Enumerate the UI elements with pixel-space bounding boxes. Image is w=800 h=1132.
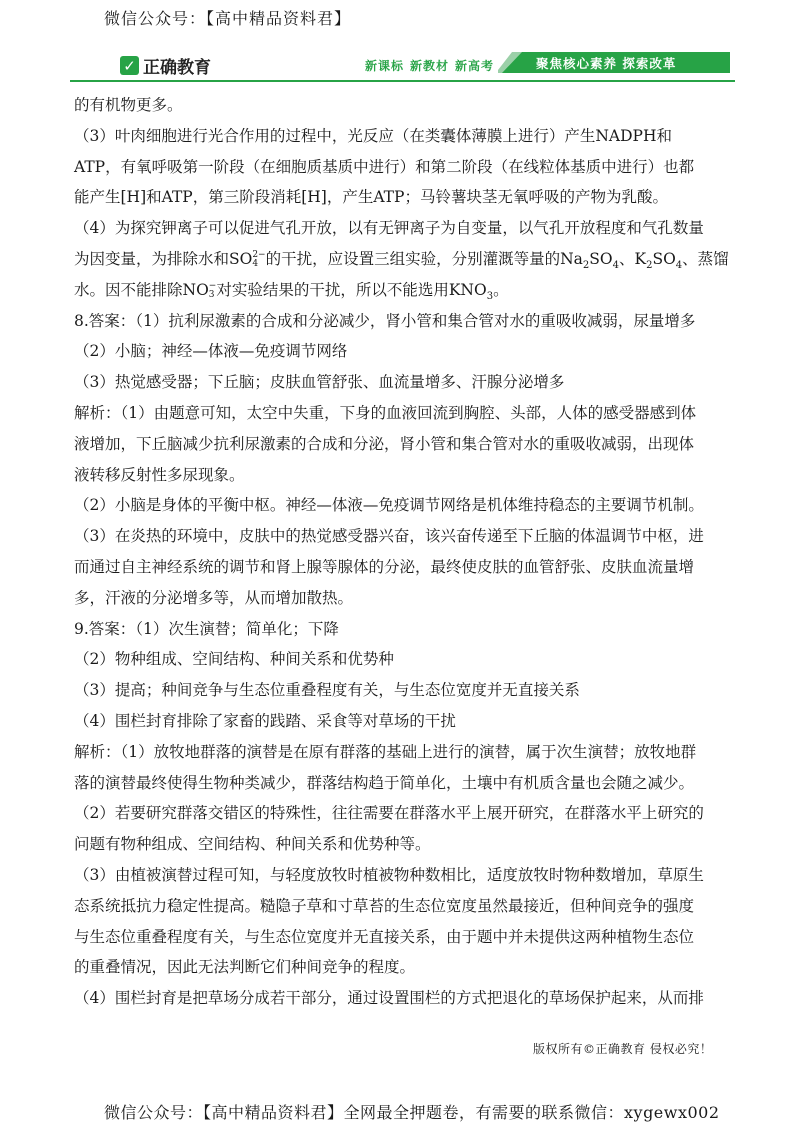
superscript: 2− [252, 249, 266, 260]
subscript: 4 [675, 260, 683, 272]
text-line: 落的演替最终使得生物种类减少，群落结构趋于简单化，土壤中有机质含量也会随之减少。 [74, 773, 695, 792]
ion-scripts [252, 251, 265, 269]
text-line: （2）物种组成、空间结构、种间关系和优势种 [74, 650, 394, 669]
text-line: （2）小脑是身体的平衡中枢。神经—体液—免疫调节网络是机体维持稳态的主要调节机制。 [74, 496, 704, 515]
header-divider [70, 80, 735, 82]
text-line: （3）由植被演替过程可知，与轻度放牧时植被物种数相比，适度放牧时物种数增加，草原生 [74, 865, 704, 884]
text-line: 而通过自主神经系统的调节和肾上腺等腺体的分泌，最终使皮肤的血管舒张、皮肤血流量增 [74, 557, 695, 576]
tag-item: 新教材 [410, 59, 450, 73]
text-run: 为因变量，为排除水和SO [74, 249, 253, 268]
text-line-formula [74, 244, 734, 275]
text-line: ATP，有氧呼吸第一阶段（在细胞质基质中进行）和第二阶段（在线粒体基质中进行）也都 [74, 157, 695, 176]
subscript: 3 [486, 290, 494, 302]
text-line: 液增加，下丘脑减少抗利尿激素的合成和分泌，肾小管和集合管对水的重吸收减弱，出现体 [74, 434, 695, 453]
text-run: 的干扰，应设置三组实验，分别灌溉等量的Na [265, 249, 583, 268]
subscript: 2 [582, 260, 590, 272]
text-line: 与生态位重叠程度有关，与生态位宽度并无直接关系，由于题中并未提供这两种植物生态位 [74, 927, 695, 946]
text-run: 、蒸馏 [682, 249, 729, 268]
answer-content [74, 90, 734, 1014]
text-line: （4）围栏封育是把草场分成若干部分，通过设置围栏的方式把退化的草场保护起来，从而排 [74, 989, 704, 1008]
text-run: 。 [493, 280, 509, 299]
text-line: （3）热觉感受器；下丘脑；皮肤血管舒张、血流量增多、汗腺分泌增多 [74, 373, 565, 392]
superscript: − [208, 280, 217, 291]
text-line: 解析：（1）由题意可知，太空中失重，下身的血液回流到胸腔、头部，人体的感受器感到体 [74, 403, 697, 422]
check-icon: ✓ [120, 56, 139, 75]
subscript: 4 [612, 260, 619, 272]
footer-wechat: 微信公众号：【高中精品资料君】全网最全押题卷，有需要的联系微信：xygewx002 [104, 1103, 720, 1122]
text-run: SO [652, 249, 676, 268]
banner-text: 聚焦核心素养 探索改革 [536, 56, 677, 71]
brand-bar [70, 50, 730, 78]
text-line: 多，汗液的分泌增多等，从而增加散热。 [74, 588, 354, 607]
text-line: 的重叠情况，因此无法判断它们种间竞争的程度。 [74, 958, 416, 977]
text-run: 、K [619, 249, 647, 268]
slogan-banner [498, 52, 730, 73]
text-line: （3）提高；种间竞争与生态位重叠程度有关，与生态位宽度并无直接关系 [74, 681, 580, 700]
text-run: 对实验结果的干扰，所以不能选用KNO [216, 280, 487, 299]
text-line: （2）小脑；神经—体液—免疫调节网络 [74, 342, 348, 361]
text-line: （2）若要研究群落交错区的特殊性，往往需要在群落水平上展开研究，在群落水平上研究的 [74, 804, 704, 823]
text-run: SO [589, 249, 613, 268]
text-line: 8.答案：（1）抗利尿激素的合成和分泌减少，肾小管和集合管对水的重吸收减弱，尿量增多 [74, 311, 696, 330]
logo [120, 53, 211, 78]
text-line: 液转移反射性多尿现象。 [74, 465, 245, 484]
text-line: 解析：（1）放牧地群落的演替是在原有群落的基础上进行的演替，属于次生演替；放牧地群 [74, 742, 697, 761]
subscript: 3 [208, 289, 215, 300]
logo-text: 正确教育 [143, 58, 211, 78]
text-line: （4）围栏封育排除了家畜的践踏、采食等对草场的干扰 [74, 711, 456, 730]
tagline [365, 57, 500, 74]
copyright-notice: 版权所有©正确教育 侵权必究！ [533, 1042, 713, 1056]
subscript: 4 [252, 258, 259, 269]
text-line: （3）在炎热的环境中，皮肤中的热觉感受器兴奋，该兴奋传递至下丘脑的体温调节中枢，进 [74, 527, 704, 546]
text-line: （3）叶肉细胞进行光合作用的过程中，光反应（在类囊体薄膜上进行）产生NADPH和 [74, 126, 672, 145]
text-line: （4）为探究钾离子可以促进气孔开放，以有无钾离子为自变量，以气孔开放程度和气孔数量 [74, 219, 704, 238]
text-line: 问题有物种组成、空间结构、种间关系和优势种等。 [74, 835, 431, 854]
text-line: 9.答案：（1）次生演替；简单化；下降 [74, 619, 339, 638]
tag-item: 新课标 [365, 59, 405, 73]
subscript: 2 [646, 260, 653, 272]
text-line-formula [74, 275, 734, 306]
text-run: 水。因不能排除NO [74, 280, 209, 299]
text-line: 的有机物更多。 [74, 96, 183, 114]
text-line: 态系统抵抗力稳定性提高。糙隐子草和寸草苔的生态位宽度虽然最接近，但种间竞争的强度 [74, 896, 695, 915]
text-line: 能产生[H]和ATP，第三阶段消耗[H]，产生ATP；马铃薯块茎无氧呼吸的产物为乳酸。 [74, 188, 668, 207]
tag-item: 新高考 [455, 59, 495, 73]
header-wechat: 微信公众号：【高中精品资料君】 [104, 9, 352, 28]
